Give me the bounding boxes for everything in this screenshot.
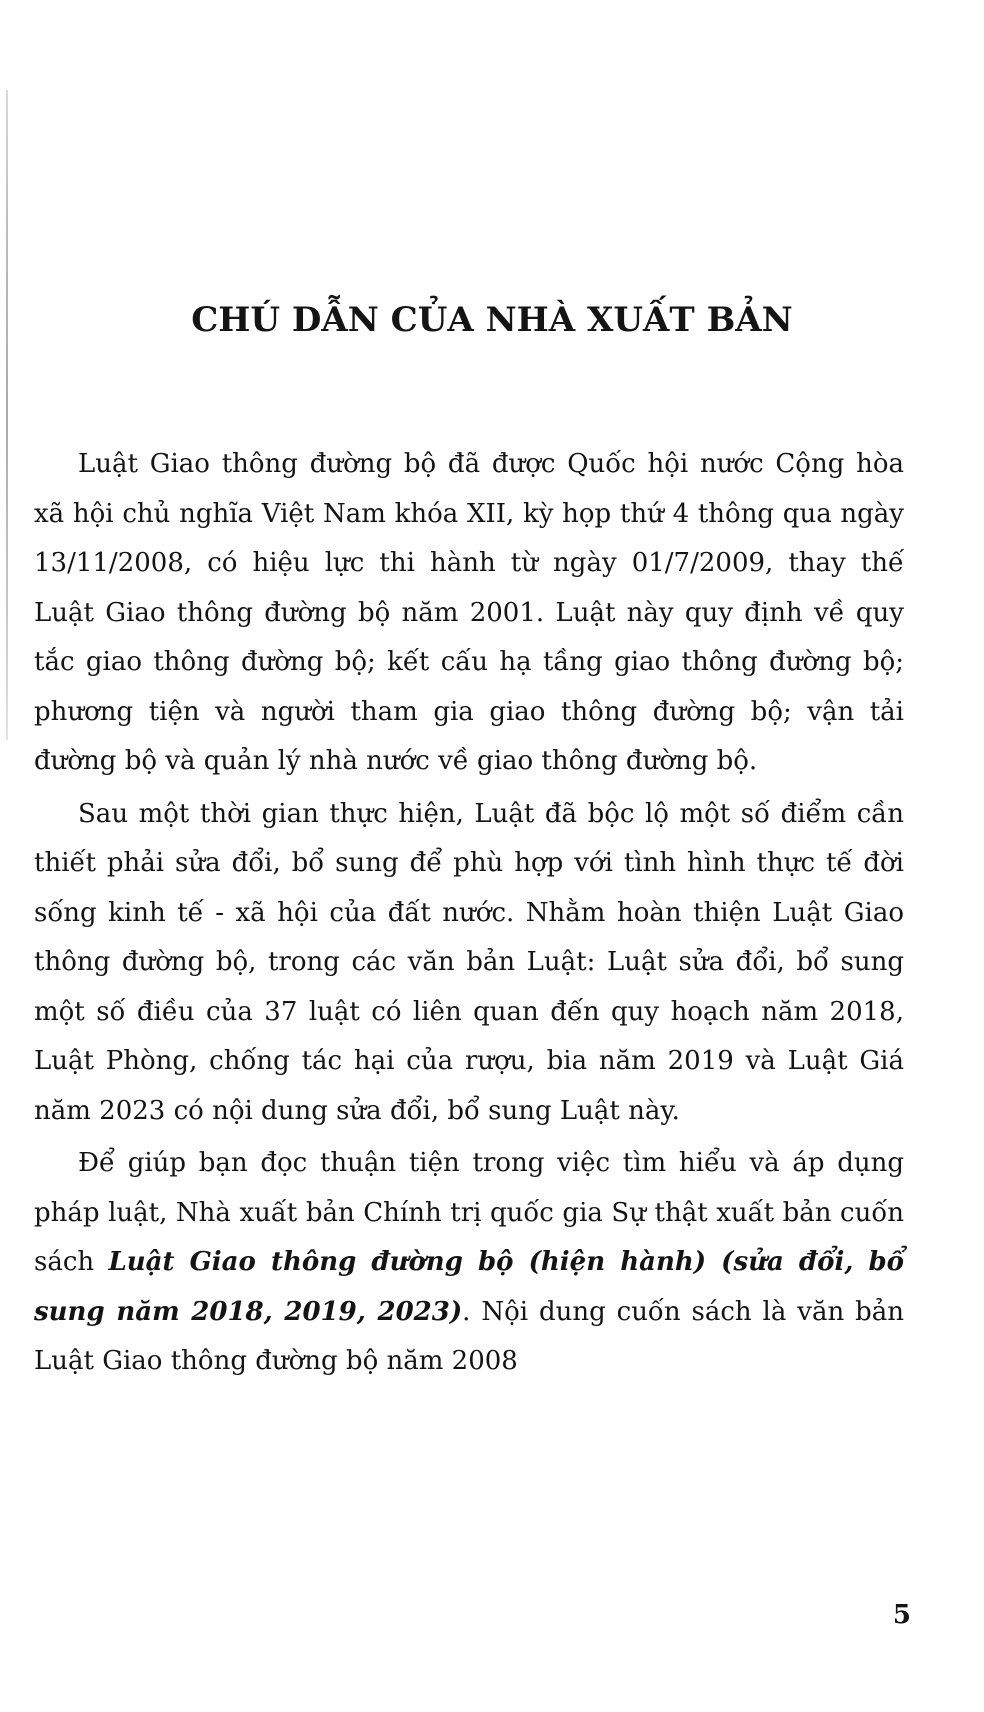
paragraph-2: Sau một thời gian thực hiện, Luật đã bộc lộ một số điểm cần thiết phải sửa đổi, bổ sung để phù hợp với tình hình thực tế đời sống kinh tế - xã hội của đất nước. Nhằm hoàn thiện Luật Giao thông đường bộ, trong các văn bản Luật: Luật sửa đổi, bổ sung một số điều của 37 luật có liên quan đến quy hoạch năm 2018, Luật Phòng, chống tác hại của rượu, bia năm 2019 và Luật Giá năm 2023 có nội dung sửa đổi, bổ sung Luật này. xyxy=(34,798,904,1126)
paragraph-3-start: Để giúp bạn đọc thuận tiện trong việc tìm hiểu và áp dụng pháp luật, Nhà xuất bản Chính trị quốc gia Sự thật xuất bản cuốn sách xyxy=(34,1148,904,1277)
page-number: 5 xyxy=(892,1600,911,1630)
paragraph-1: Luật Giao thông đường bộ đã được Quốc hội nước Cộng hòa xã hội chủ nghĩa Việt Nam khóa XII, kỳ họp thứ 4 thông qua ngày 13/11/2008, có hiệu lực thi hành từ ngày 01/7/2009, thay thế Luật Giao thông đường bộ năm 2001. Luật này quy định về quy tắc giao thông đường bộ; kết cấu hạ tầng giao thông đường bộ; phương tiện và người tham gia giao thông đường bộ; vận tải đường bộ và quản lý nhà nước về giao thông đường bộ. xyxy=(34,449,904,776)
paragraph-3 xyxy=(34,1139,904,1387)
page-title: CHÚ DẪN CỦA NHÀ XUẤT BẢN xyxy=(191,300,793,340)
book-title: Luật Giao thông đường bộ (hiện hành) (sửa đổi, bổ sung năm 2018, 2019, 2023) xyxy=(34,1247,904,1327)
body-text xyxy=(34,440,904,1390)
scan-binding-edge xyxy=(6,90,8,740)
paragraph-3-end: . Nội dung cuốn sách là văn bản Luật Giao thông đường bộ năm 2008 xyxy=(34,1296,904,1376)
